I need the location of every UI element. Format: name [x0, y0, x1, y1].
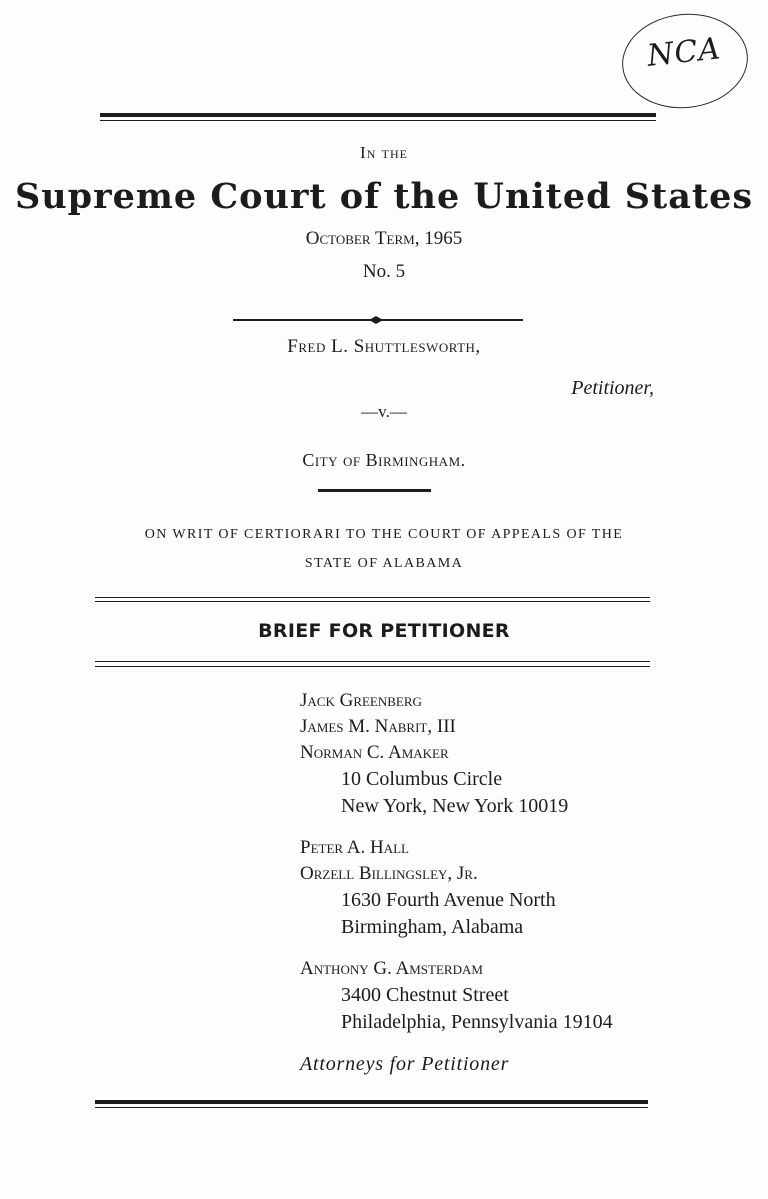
address-line: 1630 Fourth Avenue North — [341, 889, 556, 911]
stamp-initials: NCA — [645, 31, 723, 74]
petitioner-name: Fred L. Shuttlesworth, — [287, 336, 481, 357]
attorney-name: Orzell Billingsley, Jr. — [300, 863, 478, 884]
address-line: New York, New York 10019 — [341, 795, 569, 817]
address-line: Birmingham, Alabama — [341, 916, 524, 938]
title-rule-top-2 — [95, 601, 650, 602]
writ-line-2: STATE OF ALABAMA — [304, 556, 464, 571]
attorney-name: Jack Greenberg — [300, 690, 422, 711]
counsel-block — [300, 688, 613, 1077]
counsel-role: Attorneys for Petitioner — [300, 1053, 510, 1075]
title-rule-bottom-2 — [95, 666, 650, 667]
in-the-label: In the — [360, 143, 408, 162]
address-line: 10 Columbus Circle — [341, 768, 503, 790]
attorney-name: Peter A. Hall — [300, 837, 409, 858]
counsel-group-1 — [300, 688, 613, 820]
attorney-name: Anthony G. Amsterdam — [300, 958, 483, 979]
term-label: October Term, 1965 — [305, 228, 463, 249]
respondent-name: City of Birmingham. — [302, 450, 466, 470]
versus-label: —v.— — [361, 402, 407, 421]
address-line: Philadelphia, Pennsylvania 19104 — [341, 1011, 613, 1033]
attorney-name: Norman C. Amaker — [300, 742, 449, 763]
top-rule-thin — [100, 120, 656, 121]
title-rule-top-1 — [95, 597, 650, 598]
writ-statement — [0, 520, 768, 578]
short-rule — [318, 489, 431, 492]
writ-line-1: ON WRIT OF CERTIORARI TO THE COURT OF APPEALS OF THE — [144, 527, 624, 542]
document-title: BRIEF FOR PETITIONER — [258, 620, 510, 642]
docket-number: No. 5 — [362, 261, 406, 282]
counsel-group-2 — [300, 835, 613, 941]
ornament-diamond-icon — [369, 316, 383, 324]
bottom-rule-thin — [95, 1107, 648, 1108]
counsel-group-3 — [300, 956, 613, 1036]
attorney-name: James M. Nabrit, III — [300, 716, 456, 737]
top-rule-thick — [100, 113, 656, 117]
court-name: Supreme Court of the United States — [14, 176, 754, 217]
address-line: 3400 Chestnut Street — [341, 984, 509, 1006]
bottom-rule-thick — [95, 1100, 648, 1104]
handwritten-initials-stamp — [617, 8, 752, 115]
title-rule-bottom-1 — [95, 661, 650, 662]
petitioner-role: Petitioner, — [571, 377, 654, 399]
